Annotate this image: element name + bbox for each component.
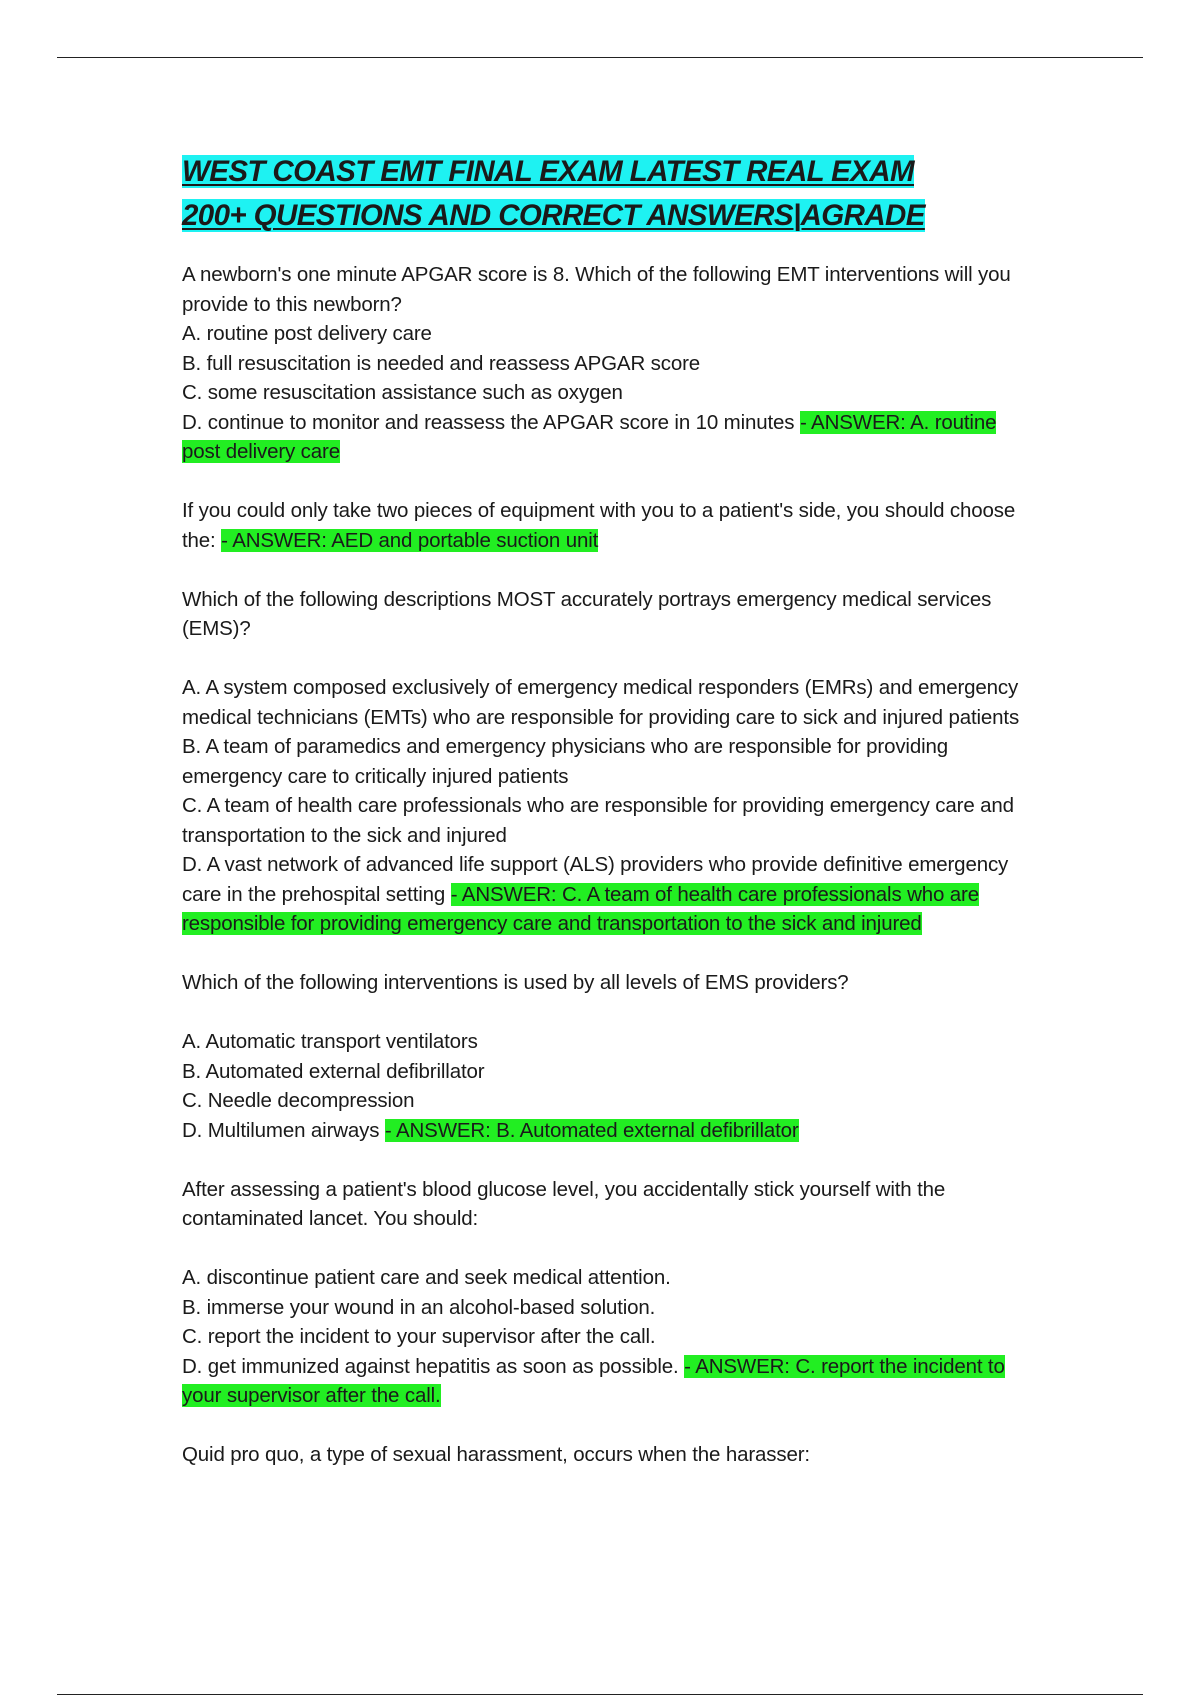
- question-5: [182, 1175, 1034, 1411]
- option-a: A. A system composed exclusively of emergency medical responders (EMRs) and emergency medical technicians (EMTs) who are responsible for providing care to sick and injured patients: [182, 676, 1020, 729]
- question-stem: Which of the following interventions is used by all levels of EMS providers?: [182, 971, 849, 994]
- option-a: A. routine post delivery care: [182, 322, 432, 345]
- document-title: [182, 150, 1034, 238]
- question-stem: Which of the following descriptions MOST accurately portrays emergency medical services (EMS)?: [182, 587, 992, 640]
- option-d-with-answer: [182, 850, 1034, 939]
- option-d: D. get immunized against hepatitis as soon as possible.: [182, 1354, 685, 1378]
- option-d-with-answer: [182, 408, 1034, 467]
- option-d-with-answer: [182, 1352, 1034, 1411]
- option-d-with-answer: [182, 1116, 1034, 1146]
- question-3: [182, 585, 1034, 939]
- header-rule: [57, 57, 1143, 58]
- title-line-1: WEST COAST EMT FINAL EXAM LATEST REAL EXAM: [182, 155, 914, 188]
- answer-highlight: - ANSWER: B. Automated external defibrillator: [384, 1118, 799, 1142]
- question-stem: After assessing a patient's blood glucose level, you accidentally stick yourself with the contaminated lancet. You should:: [182, 1177, 946, 1230]
- option-d: D. A vast network of advanced life support (ALS) providers who provide definitive emergency care in the prehospital setting: [182, 853, 1009, 906]
- question-1: [182, 260, 1034, 467]
- question-4: [182, 968, 1034, 1145]
- option-c: C. Needle decompression: [182, 1089, 415, 1112]
- title-line-2: 200+ QUESTIONS AND CORRECT ANSWERS|AGRADE: [182, 199, 925, 232]
- option-c: C. report the incident to your supervisor after the call.: [182, 1325, 656, 1348]
- footer-rule: [57, 1694, 1143, 1695]
- answer-highlight: - ANSWER: AED and portable suction unit: [221, 528, 599, 552]
- option-d: D. continue to monitor and reassess the APGAR score in 10 minutes: [182, 410, 800, 434]
- option-d: D. Multilumen airways: [182, 1118, 385, 1142]
- option-b: B. A team of paramedics and emergency physicians who are responsible for providing emergency care to critically injured patients: [182, 735, 948, 788]
- question-stem: If you could only take two pieces of equipment with you to a patient's side, you should choose the:: [182, 499, 1016, 552]
- answer-highlight: - ANSWER: C. report the incident to your supervisor after the call.: [182, 1354, 1005, 1407]
- option-c: C. A team of health care professionals who are responsible for providing emergency care and transportation to the sick and injured: [182, 794, 1014, 847]
- answer-highlight: - ANSWER: C. A team of health care professionals who are responsible for providing emergency care and transportation to the sick and injured: [182, 882, 979, 935]
- question-stem-with-answer: [182, 496, 1034, 555]
- question-stem: A newborn's one minute APGAR score is 8. Which of the following EMT interventions will you provide to this newborn?: [182, 263, 1011, 316]
- document-body: [182, 150, 1034, 1499]
- option-a: A. discontinue patient care and seek medical attention.: [182, 1266, 671, 1289]
- question-2: [182, 496, 1034, 555]
- option-b: B. full resuscitation is needed and reassess APGAR score: [182, 351, 701, 375]
- option-b: B. Automated external defibrillator: [182, 1059, 485, 1083]
- question-stem: Quid pro quo, a type of sexual harassment, occurs when the harasser:: [182, 1443, 810, 1466]
- answer-highlight: - ANSWER: A. routine post delivery care: [182, 410, 997, 463]
- option-b: B. immerse your wound in an alcohol-based solution.: [182, 1295, 656, 1319]
- option-c: C. some resuscitation assistance such as oxygen: [182, 381, 623, 404]
- question-6: [182, 1440, 1034, 1470]
- option-a: A. Automatic transport ventilators: [182, 1030, 478, 1053]
